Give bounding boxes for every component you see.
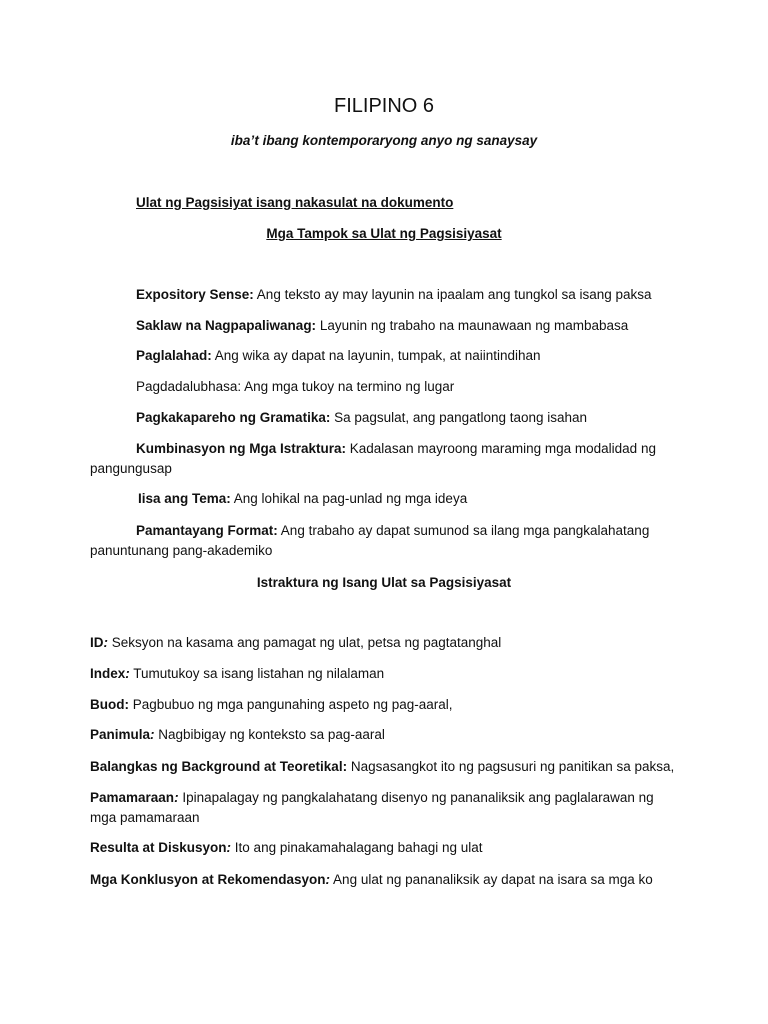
structure-item (90, 870, 653, 890)
structure-item (90, 695, 453, 715)
structure-item (90, 664, 384, 684)
feature-item (136, 521, 649, 541)
structure-text: Nagsasangkot ito ng pagsusuri ng panitikan sa paksa, (347, 759, 675, 774)
structure-colon: : (124, 697, 129, 712)
structure-item (90, 633, 501, 653)
structure-term: Panimula (90, 727, 151, 742)
feature-text: Pagdadalubhasa: Ang mga tukoy na termino ng lugar (136, 379, 455, 394)
feature-text: Layunin ng trabaho na maunawaan ng mambabasa (316, 318, 629, 333)
structure-colon: : (125, 666, 130, 681)
structure-item (90, 788, 654, 808)
structure-term: Index (90, 666, 126, 681)
structure-item-continuation: mga pamamaraan (90, 810, 200, 825)
feature-text: Kadalasan mayroong maraming mga modalidad ng (346, 441, 656, 456)
structure-text: Ang ulat ng pananaliksik ay dapat na isara sa mga ko (330, 872, 653, 887)
structure-item (90, 838, 483, 858)
section2-heading: Istraktura ng Isang Ulat sa Pagsisiyasat (256, 575, 512, 590)
structure-text: Nagbibigay ng konteksto sa pag-aaral (154, 727, 385, 742)
feature-item-continuation: pangungusap (90, 461, 172, 476)
feature-term: Iisa ang Tema: (138, 491, 231, 506)
document-title: FILIPINO 6 (333, 95, 435, 117)
feature-item (136, 408, 587, 428)
feature-term: Pagkakapareho ng Gramatika: (136, 410, 331, 425)
structure-colon: : (174, 790, 179, 805)
structure-term: Pamamaraan (90, 790, 175, 805)
feature-item (136, 439, 656, 459)
structure-text: Tumutukoy sa isang listahan ng nilalaman (129, 666, 385, 681)
document-subtitle: iba’t ibang kontemporaryong anyo ng sanaysay (230, 133, 538, 148)
structure-term: Resulta at Diskusyon (90, 840, 227, 855)
feature-item (136, 377, 454, 397)
feature-item (136, 285, 652, 305)
feature-term: Pamantayang Format: (136, 523, 278, 538)
structure-term: Balangkas ng Background at Teoretikal (90, 759, 343, 774)
structure-colon: : (325, 872, 331, 887)
feature-item (136, 346, 541, 366)
structure-text: Seksyon na kasama ang pamagat ng ulat, petsa ng pagtatanghal (108, 635, 502, 650)
feature-term: Kumbinasyon ng Mga Istraktura: (136, 441, 347, 456)
structure-item (90, 725, 385, 745)
feature-text: Ang wika ay dapat na layunin, tumpak, at naiintindihan (211, 348, 541, 363)
feature-text: Sa pagsulat, ang pangatlong taong isahan (330, 410, 588, 425)
structure-colon: : (226, 840, 232, 855)
section1-heading: Ulat ng Pagsisiyat isang nakasulat na dokumento (136, 195, 454, 210)
structure-text: Ipinapalagay ng pangkalahatang disenyo ng pananaliksik ang paglalarawan ng (178, 790, 654, 805)
feature-term: Paglalahad: (136, 348, 212, 363)
structure-colon: : (150, 727, 155, 742)
feature-text: Ang trabaho ay dapat sumunod sa ilang mga pangkalahatang (277, 523, 650, 538)
feature-text: Ang lohikal na pag-unlad ng mga ideya (230, 491, 468, 506)
structure-colon: : (342, 759, 348, 774)
structure-text: Ito ang pinakamahalagang bahagi ng ulat (231, 840, 483, 855)
feature-term: Saklaw na Nagpapaliwanag: (136, 318, 317, 333)
structure-colon: : (103, 635, 108, 650)
structure-term: ID (90, 635, 104, 650)
structure-item (90, 757, 674, 777)
feature-item-continuation: panuntunang pang-akademiko (90, 543, 273, 558)
feature-item (138, 489, 467, 509)
structure-term: Mga Konklusyon at Rekomendasyon (90, 872, 326, 887)
section1-subheading: Mga Tampok sa Ulat ng Pagsisiyasat (266, 226, 502, 241)
structure-term: Buod (90, 697, 125, 712)
feature-term: Expository Sense: (136, 287, 254, 302)
feature-item (136, 316, 628, 336)
feature-text: Ang teksto ay may layunin na ipaalam ang tungkol sa isang paksa (253, 287, 652, 302)
structure-text: Pagbubuo ng mga pangunahing aspeto ng pag-aaral, (129, 697, 453, 712)
